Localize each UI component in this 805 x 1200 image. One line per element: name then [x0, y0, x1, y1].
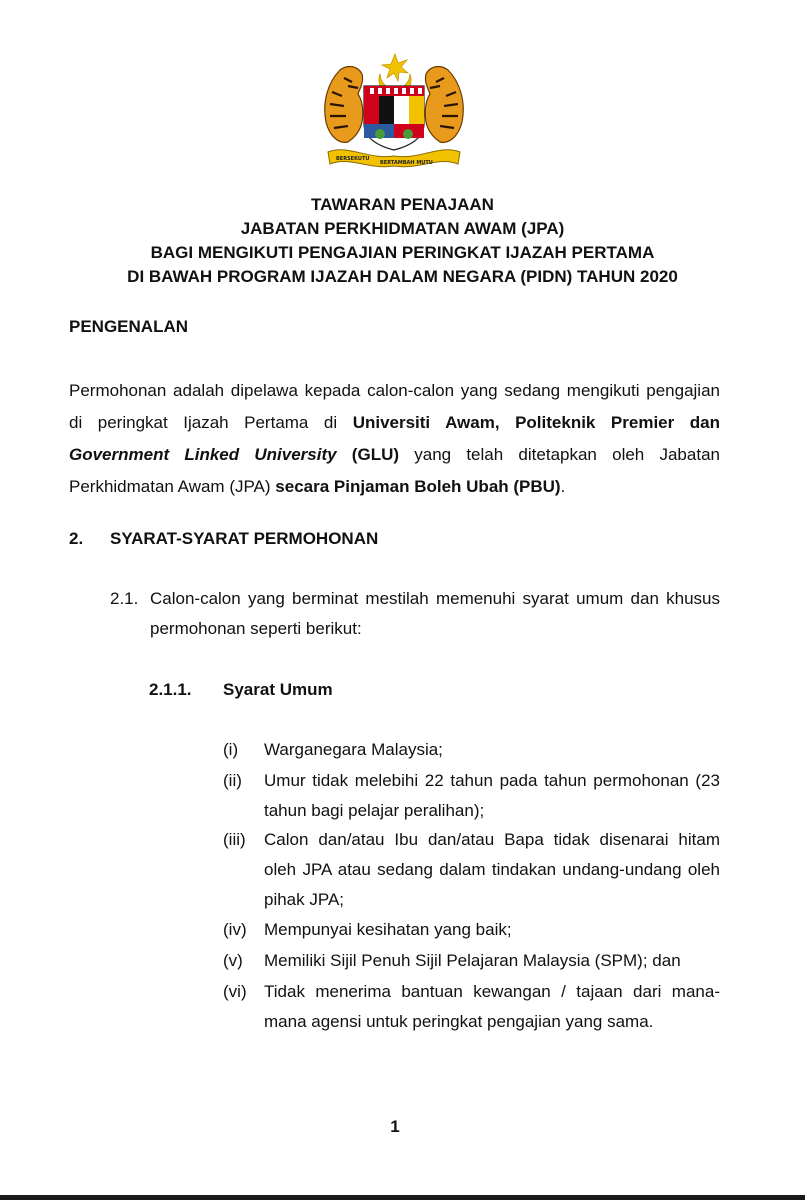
- intro-text-3: .: [560, 477, 566, 496]
- list-item-text: Memiliki Sijil Penuh Sijil Pelajaran Malaysia (SPM); dan: [264, 951, 681, 970]
- page-number: 1: [390, 1117, 400, 1136]
- list-item-number: (v): [223, 951, 243, 970]
- page-bottom-edge: [0, 1195, 805, 1200]
- document-title: [0, 193, 805, 289]
- coat-of-arms-logo: [318, 52, 470, 172]
- title-line-4: DI BAWAH PROGRAM IJAZAH DALAM NEGARA (PIDN) TAHUN 2020: [127, 267, 678, 286]
- intro-paragraph: [69, 375, 720, 503]
- list-item: [223, 825, 720, 915]
- list-item-text: Tidak menerima bantuan kewangan / tajaan dari mana-mana agensi untuk peringkat pengajian yang sama.: [264, 982, 720, 1031]
- intro-text-1: Permohonan adalah dipelawa kepada calon-calon yang sedang mengikuti pengajian di peringkat Ijazah Pertama di: [69, 381, 720, 432]
- intro-bold-3: secara Pinjaman Boleh Ubah (PBU): [275, 477, 561, 496]
- subsubsection-heading: Syarat Umum: [223, 680, 333, 699]
- list-item-number: (ii): [223, 771, 242, 790]
- motto-left-text: BERSEKUTU: [336, 156, 370, 162]
- intro-italic-1: Government Linked University: [69, 445, 337, 464]
- motto-right-text: BERTAMBAH MUTU: [380, 160, 433, 166]
- list-item: [223, 735, 720, 765]
- intro-bold-2: (GLU): [336, 445, 400, 464]
- list-item-number: (iii): [223, 830, 246, 849]
- subsection-2-1-number: 2.1.: [110, 589, 139, 608]
- list-item-text: Calon dan/atau Ibu dan/atau Bapa tidak disenarai hitam oleh JPA atau sedang dalam tindakan undang-undang oleh pihak JPA;: [264, 830, 720, 909]
- intro-heading: PENGENALAN: [69, 317, 189, 336]
- list-item: [223, 946, 720, 976]
- list-item-text: Warganegara Malaysia;: [264, 740, 443, 759]
- intro-bold-1: Universiti Awam, Politeknik Premier dan: [352, 413, 720, 432]
- list-item-text: Umur tidak melebihi 22 tahun pada tahun permohonan (23 tahun bagi pelajar peralihan);: [264, 771, 720, 820]
- list-item-number: (vi): [223, 982, 247, 1001]
- list-item: [223, 915, 720, 945]
- subsection-2-1: [110, 584, 720, 648]
- intro-text-2: yang telah ditetapkan oleh Jabatan Perkhidmatan Awam (JPA): [69, 445, 720, 496]
- list-item: [223, 977, 720, 1037]
- list-item-number: (i): [223, 740, 239, 759]
- title-line-3: BAGI MENGIKUTI PENGAJIAN PERINGKAT IJAZAH PERTAMA: [150, 243, 655, 262]
- subsubsection-number: 2.1.1.: [149, 680, 192, 699]
- section-2-heading: SYARAT-SYARAT PERMOHONAN: [110, 529, 379, 548]
- section-2-number: 2.: [69, 529, 84, 548]
- subsection-2-1-text: Calon-calon yang berminat mestilah memenuhi syarat umum dan khusus permohonan seperti berikut:: [150, 589, 720, 638]
- list-item-number: (iv): [223, 920, 247, 939]
- list-item-text: Mempunyai kesihatan yang baik;: [264, 920, 512, 939]
- title-line-1: TAWARAN PENAJAAN: [311, 195, 494, 214]
- title-line-2: JABATAN PERKHIDMATAN AWAM (JPA): [240, 219, 565, 238]
- list-item: [223, 766, 720, 826]
